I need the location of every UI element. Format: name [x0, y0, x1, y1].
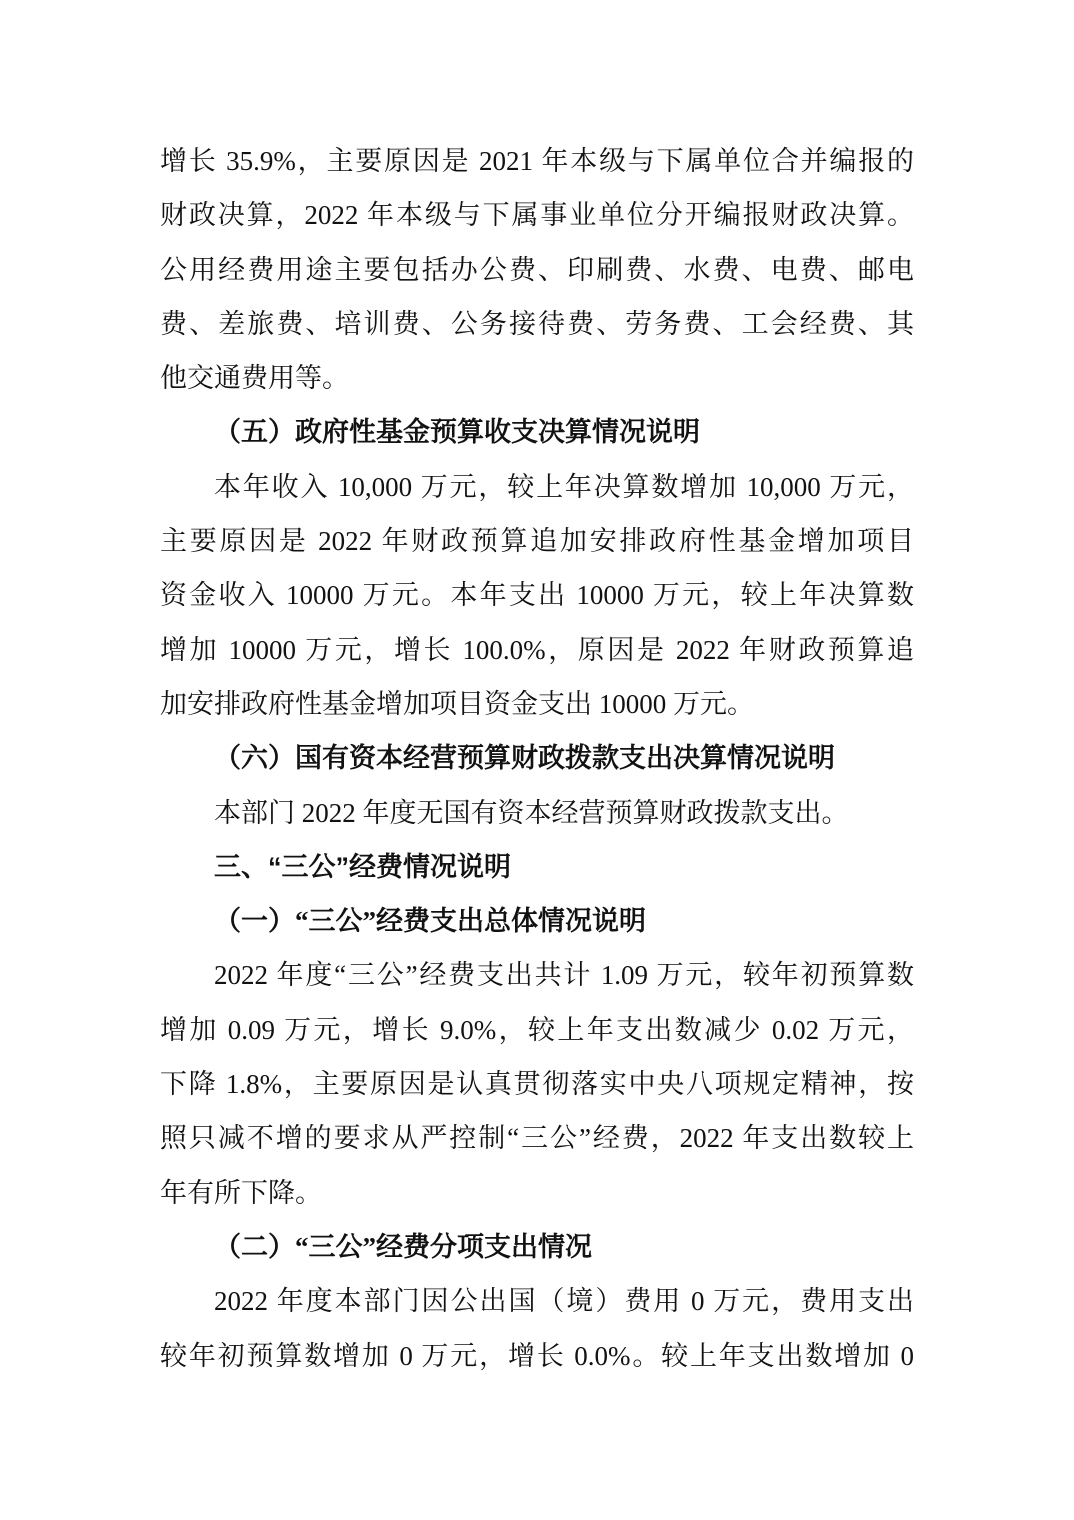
section-heading-2: （二）“三公”经费分项支出情况 [214, 1231, 592, 1262]
paragraph-end-line: 加安排政府性基金增加项目资金支出 10000 万元。 [160, 688, 754, 719]
paragraph-line: 费、差旅费、培训费、公务接待费、劳务费、工会经费、其 [160, 308, 914, 339]
section-heading-1: （一）“三公”经费支出总体情况说明 [214, 906, 646, 937]
paragraph-first-line: 2022 年度本部门因公出国（境）费用 0 万元，费用支出 [214, 1286, 914, 1317]
paragraph-line: 财政决算，2022 年本级与下属事业单位分开编报财政决算。 [160, 200, 914, 231]
paragraph-line: 下降 1.8%，主要原因是认真贯彻落实中央八项规定精神，按 [160, 1069, 914, 1100]
paragraph-line: 增加 0.09 万元，增长 9.0%，较上年支出数减少 0.02 万元， [160, 1014, 914, 1045]
paragraph-line: 增长 35.9%，主要原因是 2021 年本级与下属单位合并编报的 [160, 146, 914, 176]
paragraph-end-line: 年有所下降。 [160, 1177, 322, 1208]
paragraph-single-line: 本部门 2022 年度无国有资本经营预算财政拨款支出。 [214, 797, 849, 828]
text-block [160, 134, 914, 1383]
chapter-heading-3: 三、“三公”经费情况说明 [214, 851, 511, 882]
paragraph-line: 主要原因是 2022 年财政预算追加安排政府性基金增加项目 [160, 526, 914, 557]
paragraph-line: 照只减不增的要求从严控制“三公”经费，2022 年支出数较上 [160, 1123, 914, 1154]
section-heading-6: （六）国有资本经营预算财政拨款支出决算情况说明 [214, 743, 835, 774]
paragraph-line: 较年初预算数增加 0 万元，增长 0.0%。较上年支出数增加 0 [160, 1340, 914, 1371]
paragraph-line: 公用经费用途主要包括办公费、印刷费、水费、电费、邮电 [160, 254, 914, 285]
paragraph-first-line: 本年收入 10,000 万元，较上年决算数增加 10,000 万元， [214, 471, 914, 502]
section-heading-5: （五）政府性基金预算收支决算情况说明 [214, 417, 700, 448]
paragraph-first-line: 2022 年度“三公”经费支出共计 1.09 万元，较年初预算数 [214, 960, 914, 991]
paragraph-end-line: 他交通费用等。 [160, 363, 349, 394]
paragraph-line: 资金收入 10000 万元。本年支出 10000 万元，较上年决算数 [160, 580, 914, 611]
paragraph-line: 增加 10000 万元，增长 100.0%，原因是 2022 年财政预算追 [160, 634, 914, 665]
